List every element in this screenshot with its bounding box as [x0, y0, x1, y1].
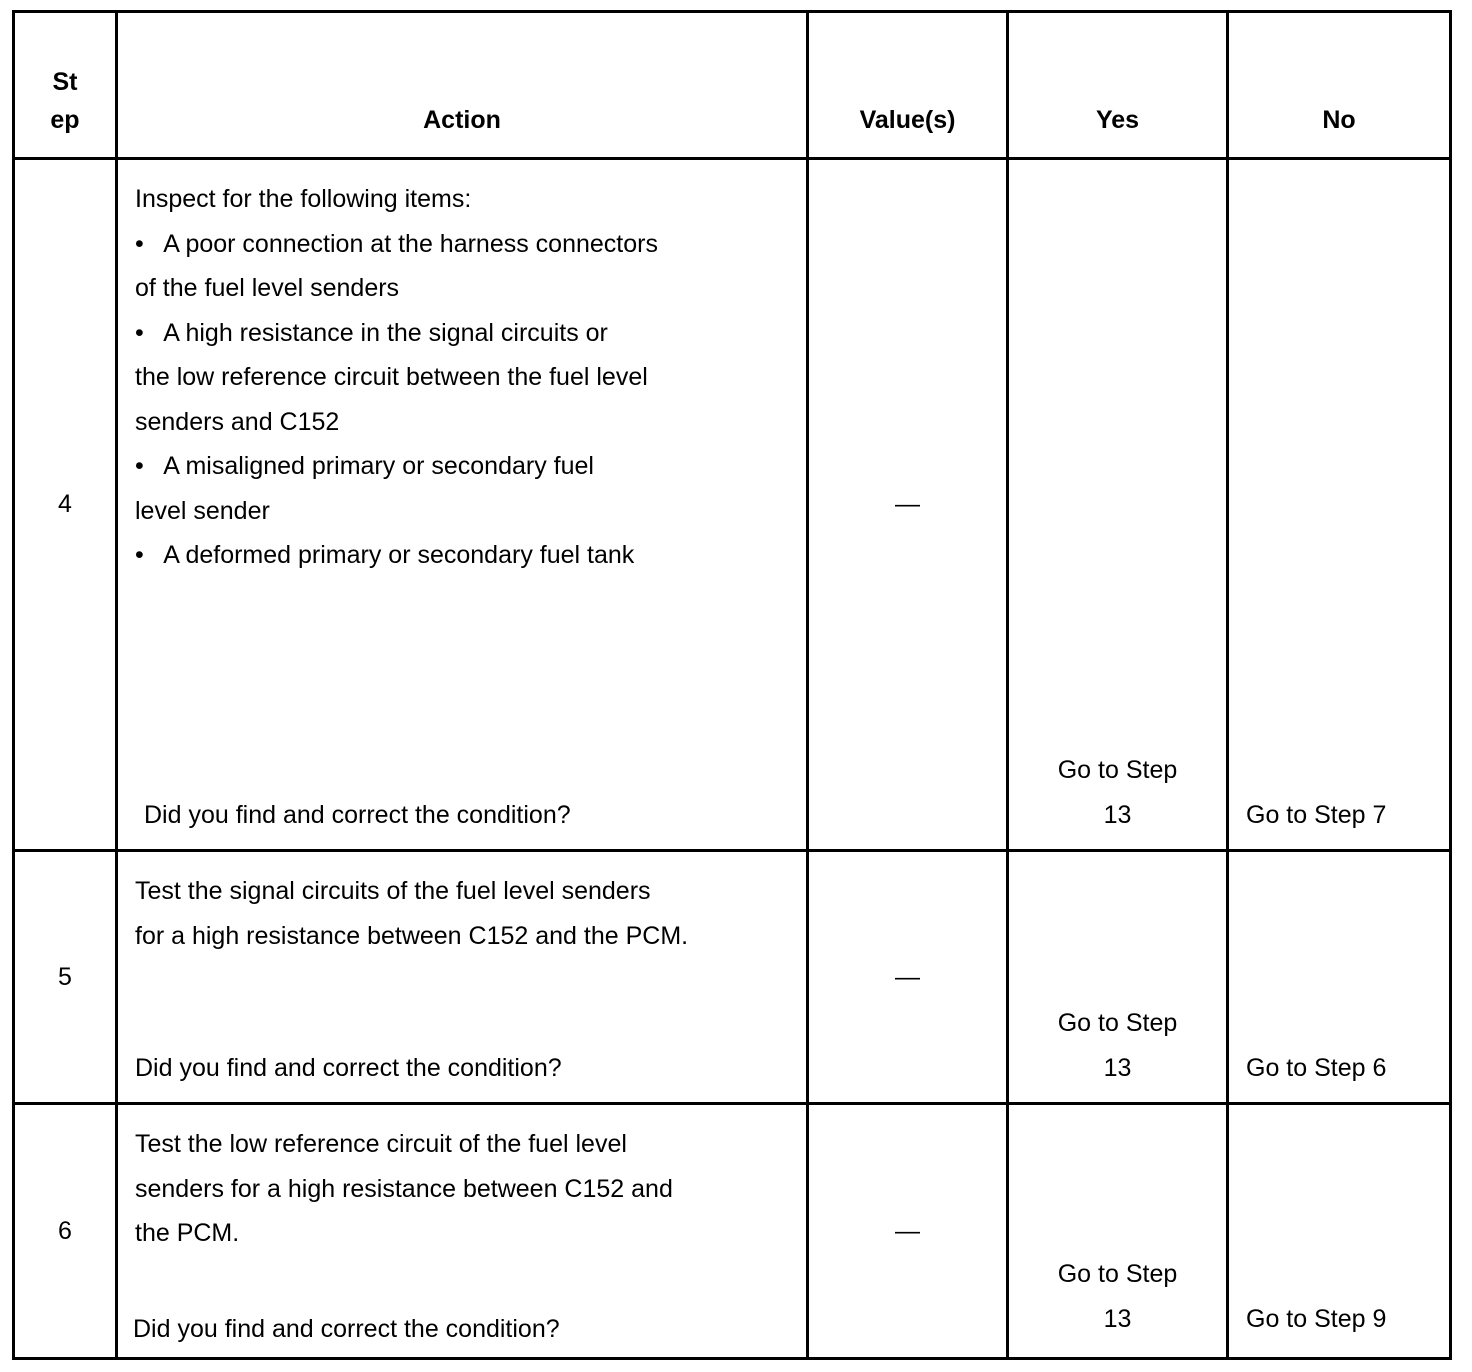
no-answer: Go to Step 6	[1246, 1053, 1387, 1082]
step-number: 6	[14, 1104, 117, 1359]
action-cell	[117, 851, 808, 1104]
header-action: Action	[117, 12, 808, 159]
no-cell	[1228, 159, 1451, 851]
action-text: Test the signal circuits of the fuel level senders for a high resistance between C152 and the PCM.	[135, 877, 689, 950]
step-number: 4	[14, 159, 117, 851]
action-cell	[117, 1104, 808, 1359]
yes-answer: Go to Step 13	[1057, 1260, 1178, 1333]
header-row	[14, 12, 1451, 159]
no-answer: Go to Step 7	[1246, 800, 1387, 829]
header-yes: Yes	[1008, 12, 1228, 159]
table-row	[14, 1104, 1451, 1359]
no-answer: Go to Step 9	[1246, 1304, 1387, 1333]
yes-cell	[1008, 159, 1228, 851]
table-row	[14, 851, 1451, 1104]
value-cell: —	[808, 1104, 1008, 1359]
value-cell: —	[808, 159, 1008, 851]
header-step: St ep	[14, 12, 117, 159]
value-cell: —	[808, 851, 1008, 1104]
table-row	[14, 159, 1451, 851]
no-cell	[1228, 1104, 1451, 1359]
yes-cell	[1008, 1104, 1228, 1359]
action-text: Inspect for the following items: • A poor connection at the harness connectors of the fuel level senders • A high resistance in the signal circuits or the low reference circuit between the fuel level senders and C152 • A misaligned primary or secondary fuel level sender • A deformed primary or secondary fuel tank	[135, 185, 658, 569]
yes-cell	[1008, 851, 1228, 1104]
header-values: Value(s)	[808, 12, 1008, 159]
yes-answer: Go to Step 13	[1057, 756, 1178, 829]
diagnostic-table	[12, 10, 1452, 1360]
action-question: Did you find and correct the condition?	[135, 1053, 562, 1082]
action-text: Test the low reference circuit of the fuel level senders for a high resistance between C152 and the PCM.	[135, 1130, 673, 1247]
action-question: Did you find and correct the condition?	[133, 1314, 560, 1343]
action-cell	[117, 159, 808, 851]
yes-answer: Go to Step 13	[1057, 1009, 1178, 1082]
action-question: Did you find and correct the condition?	[144, 800, 571, 829]
no-cell	[1228, 851, 1451, 1104]
header-no: No	[1228, 12, 1451, 159]
step-number: 5	[14, 851, 117, 1104]
